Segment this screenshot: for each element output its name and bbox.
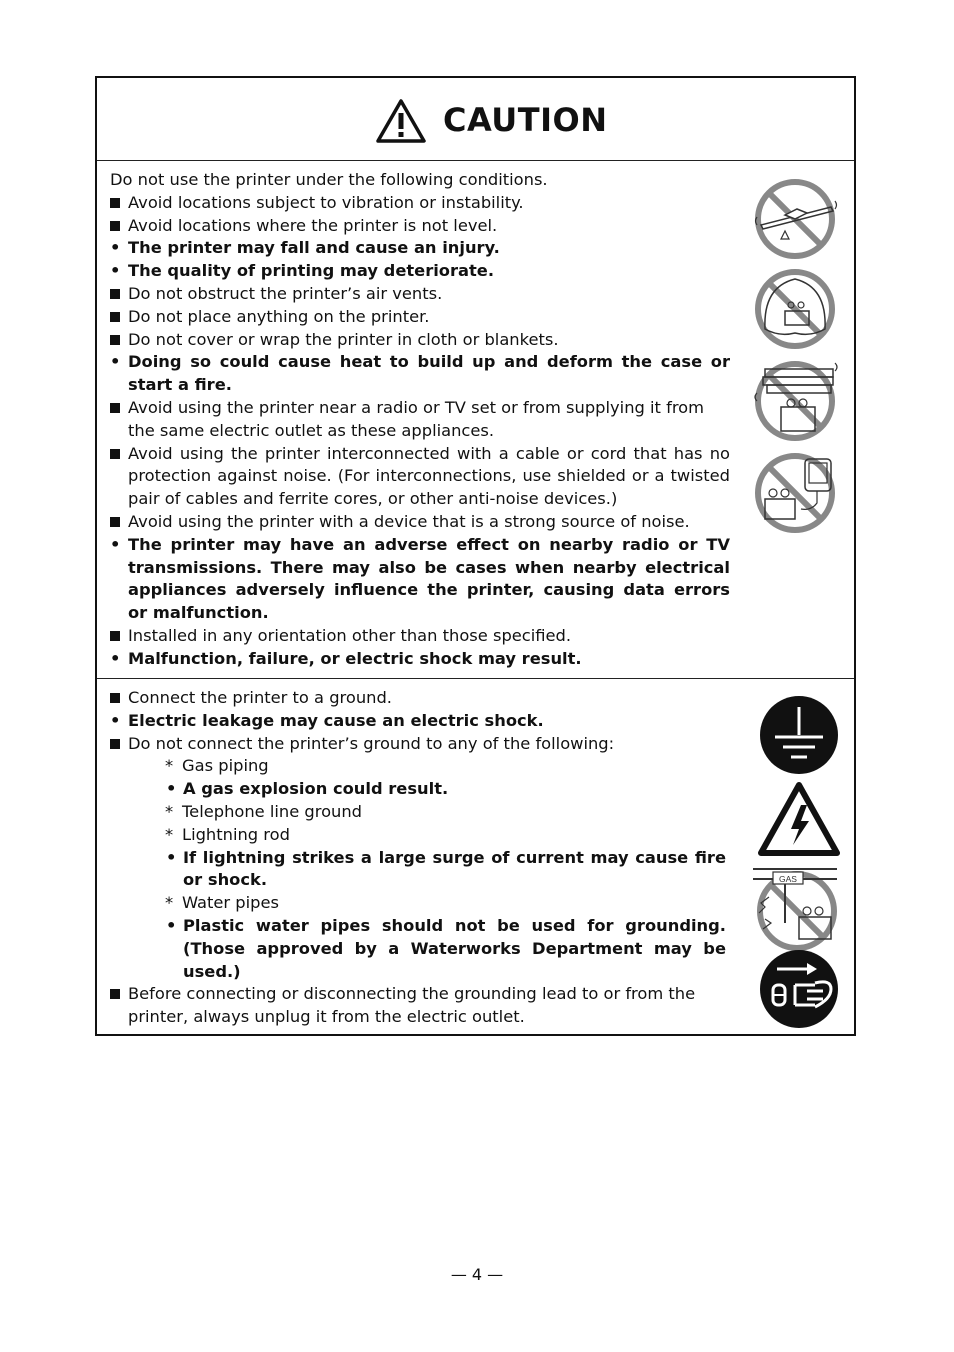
line-marker bbox=[110, 625, 120, 648]
section1-line bbox=[110, 351, 730, 397]
section1-line bbox=[110, 443, 730, 511]
caution-title: CAUTION bbox=[443, 101, 608, 139]
line-marker: * bbox=[165, 824, 174, 844]
line-text: The printer may have an adverse effect on nearby radio or TV transmissions. There may also be cases when nearby electrical appliances adversely influence the printer, causing data errors or malfunction. bbox=[128, 534, 730, 623]
line-text: Do not obstruct the printer’s air vents. bbox=[128, 283, 443, 303]
section1-line bbox=[110, 237, 730, 260]
line-marker bbox=[110, 283, 120, 306]
section2-line bbox=[110, 983, 726, 1029]
section2-line bbox=[110, 915, 726, 983]
line-text: Avoid locations subject to vibration or instability. bbox=[128, 192, 524, 212]
line-text: Doing so could cause heat to build up and deform the case or start a fire. bbox=[128, 352, 730, 395]
line-marker: • bbox=[110, 261, 121, 281]
line-marker: • bbox=[110, 238, 121, 258]
section2-line bbox=[110, 778, 726, 801]
line-text: Do not use the printer under the following conditions. bbox=[110, 170, 548, 189]
line-marker: * bbox=[165, 801, 174, 821]
line-marker: • bbox=[110, 648, 121, 668]
no-gas-pipe-ground-icon bbox=[751, 863, 843, 951]
line-marker bbox=[110, 443, 120, 466]
warning-triangle-icon bbox=[375, 98, 427, 144]
section1-line bbox=[110, 192, 730, 215]
line-text: Electric leakage may cause an electric shock. bbox=[128, 710, 544, 730]
grounding-section bbox=[97, 679, 854, 1034]
line-text: Connect the printer to a ground. bbox=[128, 688, 392, 707]
line-marker: • bbox=[166, 779, 177, 799]
line-marker bbox=[110, 192, 120, 215]
section2-line bbox=[110, 824, 726, 847]
line-marker bbox=[110, 306, 120, 329]
line-marker: * bbox=[165, 756, 174, 776]
line-text: Gas piping bbox=[182, 756, 269, 776]
line-text: A gas explosion could result. bbox=[183, 779, 449, 799]
section1-line bbox=[110, 215, 730, 238]
line-marker: • bbox=[110, 534, 121, 554]
line-marker bbox=[110, 397, 120, 420]
section1-line bbox=[110, 306, 730, 329]
line-text: The printer may fall and cause an injury. bbox=[128, 238, 500, 258]
section1-line bbox=[110, 625, 730, 648]
no-covering-icon bbox=[751, 267, 841, 351]
line-text: The quality of printing may deteriorate. bbox=[128, 261, 495, 281]
no-stacking-icon bbox=[751, 357, 841, 441]
line-marker bbox=[110, 733, 120, 756]
section1-line bbox=[110, 260, 730, 283]
line-text: Avoid using the printer with a device that is a strong source of noise. bbox=[128, 511, 690, 531]
no-unstable-surface-icon bbox=[751, 177, 841, 261]
caution-box bbox=[95, 76, 856, 1036]
line-marker: • bbox=[166, 915, 177, 935]
section2-line bbox=[110, 733, 726, 756]
line-text: Installed in any orientation other than those specified. bbox=[128, 625, 572, 645]
line-marker: • bbox=[110, 352, 121, 372]
line-marker bbox=[110, 329, 120, 352]
gas-label: GAS bbox=[779, 874, 797, 884]
section1-line bbox=[110, 648, 730, 671]
section1-line bbox=[110, 534, 730, 625]
line-text: If lightning strikes a large surge of current may cause fire or shock. bbox=[183, 847, 726, 890]
line-marker bbox=[110, 511, 120, 534]
unplug-icon bbox=[751, 949, 841, 1031]
line-text: Do not connect the printer’s ground to any of the following: bbox=[128, 733, 615, 753]
page-number: — 4 — bbox=[450, 1265, 504, 1284]
line-text: Avoid using the printer interconnected with a cable or cord that has no protection against noise. (For interconnections, use shielded or a twisted pair of cables and ferrite cores, or other anti-noise devices.) bbox=[128, 443, 730, 509]
line-text: Do not cover or wrap the printer in cloth or blankets. bbox=[128, 329, 559, 349]
no-tv-radio-icon bbox=[751, 449, 841, 533]
caution-header bbox=[97, 78, 854, 161]
line-text: Do not place anything on the printer. bbox=[128, 306, 430, 326]
section2-line bbox=[110, 892, 726, 915]
section2-line bbox=[110, 710, 726, 733]
line-marker bbox=[110, 983, 120, 1006]
line-text: Before connecting or disconnecting the grounding lead to or from the printer, always unplug it from the electric outlet. bbox=[128, 984, 696, 1027]
usage-conditions-section bbox=[97, 161, 854, 679]
line-text: Telephone line ground bbox=[182, 801, 363, 821]
grounding-text bbox=[110, 687, 726, 1029]
section2-line bbox=[110, 687, 726, 710]
section2-line bbox=[110, 847, 726, 893]
line-text: Plastic water pipes should not be used for grounding. (Those approved by a Waterworks Department may be used.) bbox=[183, 915, 726, 981]
section1-line bbox=[110, 329, 730, 352]
electric-shock-warning-icon bbox=[751, 781, 841, 859]
ground-icon bbox=[751, 695, 841, 777]
usage-conditions-text bbox=[110, 169, 730, 671]
section1-line bbox=[110, 397, 730, 443]
line-text: Avoid using the printer near a radio or TV set or from supplying it from the same electric outlet as these appliances. bbox=[128, 397, 704, 440]
line-marker bbox=[110, 687, 120, 710]
line-text: Malfunction, failure, or electric shock may result. bbox=[128, 648, 582, 668]
section2-line bbox=[110, 801, 726, 824]
section1-line bbox=[110, 283, 730, 306]
line-marker: * bbox=[165, 893, 174, 913]
line-marker bbox=[110, 215, 120, 238]
line-text: Avoid locations where the printer is not level. bbox=[128, 215, 498, 235]
line-marker: • bbox=[166, 847, 177, 867]
line-text: Lightning rod bbox=[182, 824, 290, 844]
line-text: Water pipes bbox=[182, 893, 279, 913]
section2-line bbox=[110, 755, 726, 778]
section1-line bbox=[110, 169, 730, 192]
line-marker: • bbox=[110, 710, 121, 730]
section1-line bbox=[110, 511, 730, 534]
